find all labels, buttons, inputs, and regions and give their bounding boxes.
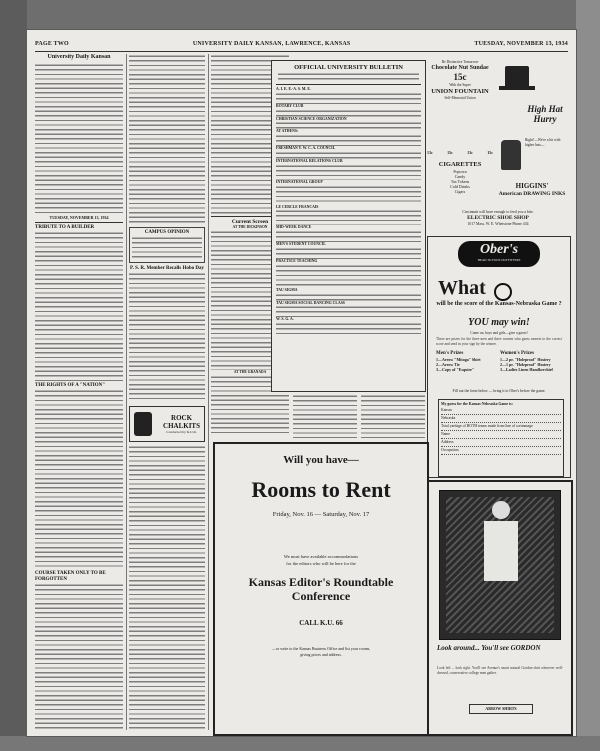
union-ad-price: 15c <box>453 72 467 82</box>
bulletin-item-text <box>276 185 421 205</box>
rock-chalkits-line1: ROCK <box>171 414 193 422</box>
bulletin-item-6: INTERNATIONAL RELATIONS CLUB <box>276 158 343 163</box>
masthead-staff-listing <box>35 63 123 213</box>
gordon-headline: Look around... You'll see GORDON <box>437 644 541 652</box>
bulletin-item-text <box>276 247 421 259</box>
page-header <box>35 41 568 50</box>
bulletin-item-5: FRESHMAN Y. W. C. A. COUNCIL <box>276 146 336 151</box>
rooms-headline: Rooms to Rent <box>251 477 391 502</box>
bulletin-notices <box>272 87 425 334</box>
gordon-shirt-ad <box>427 480 573 736</box>
rock-chalkits-body <box>129 445 205 730</box>
rooms-body-2: for the editors who will be here for the <box>286 561 356 566</box>
cigarette-price-row <box>427 150 493 155</box>
womens-prize-2: 2—1 pr. "Holeproof" Hosiery <box>500 362 551 367</box>
cigarettes-items <box>427 169 493 194</box>
mens-prize-1: 1—Arrow "Mitoga" Shirt <box>436 357 481 362</box>
scan-border-right <box>576 0 600 751</box>
form-field-address[interactable]: Address <box>441 439 561 447</box>
obers-question: will be the score of the Kansas-Nebraska Game ? <box>436 301 562 307</box>
bulletin-item-7: INTERNATIONAL GROUP <box>276 179 323 184</box>
cigarettes-title: CIGARETTES <box>438 161 482 168</box>
editorial-heading-1: TRIBUTE TO A BUILDER <box>35 225 95 230</box>
hat-brim-icon <box>499 86 535 90</box>
item-candy: Candy <box>454 174 466 179</box>
column-two <box>129 54 205 730</box>
figure-shirt-icon <box>484 521 518 581</box>
page-number: PAGE TWO <box>35 41 69 47</box>
bulletin-item-4: AT ATHENS: <box>276 129 299 134</box>
union-ad-line2: Chocolate Nut Sundae <box>431 65 489 71</box>
ink-bottle-icon <box>501 140 521 170</box>
guess-entry-form <box>438 399 564 477</box>
bulletin-item-text <box>276 134 421 146</box>
rooms-dates: Friday, Nov. 16 — Saturday, Nov. 17 <box>272 511 370 518</box>
rock-chalkits-line2: CHALKITS <box>163 422 200 430</box>
obers-prizes-intro: These are prizes for the three men and three women who guess nearest to the correct score and send in your sign by the winner. <box>436 337 562 346</box>
column-rule <box>208 54 209 730</box>
obers-note: Fill out the form below — bring it to Ober's before the game. <box>452 389 546 393</box>
bulletin-subhead <box>278 72 419 82</box>
scan-border-top <box>0 0 600 30</box>
obers-logo <box>458 241 540 267</box>
bulletin-item-text <box>276 121 421 129</box>
newspaper-page <box>27 30 576 736</box>
mens-prizes-title: Men's Prizes <box>436 351 464 356</box>
form-title: My guess for the Kansas-Nebraska Game is: <box>441 402 513 406</box>
higgins-banner: High Hat Hurry <box>527 104 563 124</box>
football-icon <box>494 283 512 301</box>
scan-border-bottom <box>0 736 600 751</box>
bulletin-item-9: MID-WEEK DANCE <box>276 225 312 230</box>
bulletin-item-14: W. S. G. A. <box>276 317 294 322</box>
bulletin-item-text <box>276 293 421 301</box>
form-field-name[interactable]: Name <box>441 431 561 439</box>
union-ad-line1: Be Distinctive Tomorrow <box>441 60 479 64</box>
page-date: TUESDAY, NOVEMBER 13, 1934 <box>474 41 568 47</box>
price-1: 13c <box>427 150 433 155</box>
shoe-shop-name: ELECTRIC SHOE SHOP <box>467 215 529 221</box>
rooms-footer-1: —or write to the Kansas Business Office and list your rooms, <box>271 646 371 651</box>
rooms-call: CALL K.U. 66 <box>299 619 343 627</box>
editorial-column <box>35 54 123 730</box>
rock-chalkits-byline: Conducted by K.U.R. <box>166 430 197 434</box>
column-two-text-top <box>129 54 205 224</box>
obers-you-may-win: YOU may win! <box>468 317 530 328</box>
rooms-event: Kansas Editor's Roundtable Conference <box>248 575 394 603</box>
form-field-nebraska[interactable]: Nebraska <box>441 415 561 423</box>
news-story-left <box>293 394 357 438</box>
bulletin-item-13: TAU SIGMA SOCIAL DANCING CLASS <box>276 300 345 305</box>
mens-prize-3: 3—Copy of "Esquire" <box>436 367 475 372</box>
union-ad-line6: Self-Memorial Union <box>444 96 476 100</box>
bulletin-item-10: MEN'S STUDENT COUNCIL <box>276 242 326 247</box>
bulletin-item-text <box>276 305 421 317</box>
paper-name: UNIVERSITY DAILY KANSAN, LAWRENCE, KANSAS <box>192 41 351 47</box>
campus-opinion-letter <box>129 272 205 402</box>
obers-contest-ad <box>427 236 571 478</box>
item-cold-drinks: Cold Drinks <box>450 184 470 189</box>
masthead-date: TUESDAY, NOVEMBER 13, 1934 <box>49 215 109 220</box>
higgins-brand: HIGGINS' <box>515 182 549 190</box>
union-ad-line4: With the Super <box>449 83 471 87</box>
price-4: 15c <box>487 150 493 155</box>
official-bulletin <box>271 60 426 392</box>
top-hat-icon <box>505 66 529 88</box>
price-3: 13c <box>467 150 473 155</box>
current-screen-granada: AT THE GRANADA <box>233 370 267 374</box>
mens-prize-2: 2—Arrow Tie <box>436 362 460 367</box>
bulletin-item-8: LE CERCLE FRANCAIS <box>276 204 319 209</box>
campus-opinion-title: CAMPUS OPINION <box>144 230 190 235</box>
rooms-body-1: We must have available accommodations <box>283 554 359 559</box>
form-field-occupation[interactable]: Occupation <box>441 447 561 455</box>
shirt-illustration <box>439 490 561 640</box>
bulletin-item-1: A. I. E. E.-A. S. M. E. <box>276 87 311 91</box>
item-cigars: Cigars <box>454 189 466 194</box>
arrow-logo: ARROW SHIRTS <box>469 704 533 714</box>
header-rule <box>35 51 568 52</box>
shoe-shop-footer: Cincinnati will have enough to feed you a bite. <box>462 210 534 214</box>
editorial-heading-3: COURSE TAKEN ONLY TO BE FORGOTTEN <box>35 571 106 582</box>
masthead-title: University Daily Kansan <box>47 54 111 60</box>
form-field-kansas[interactable]: Kansas <box>441 407 561 415</box>
news-story-right <box>361 394 425 438</box>
bulletin-item-11: PRACTICE TEACHING <box>276 258 318 263</box>
rock-chalkits-banner <box>129 406 205 442</box>
campus-opinion-box <box>129 227 205 263</box>
cigarettes-ad <box>427 150 493 202</box>
what-headline: What <box>438 277 486 299</box>
obers-tagline: HEAD TO FOOT OUTFITTERS <box>477 258 521 262</box>
current-screen-dickinson: AT THE DICKINSON <box>232 225 268 229</box>
rooms-lead: Will you have— <box>283 454 359 466</box>
bulletin-item-text <box>276 322 421 334</box>
jayhawk-icon <box>134 412 152 436</box>
higgins-ink-ad <box>495 60 569 210</box>
rooms-to-rent-ad <box>213 442 429 736</box>
form-field-yardage[interactable]: Total yardage of BOTH teams made from line of scrimmage <box>441 423 561 431</box>
figure-head-icon <box>492 501 510 519</box>
item-tax-tokens: Tax Tokens <box>450 179 470 184</box>
shoe-shop-address: 1017 Mass. W. E. Whetstone Phone 434 <box>467 222 529 226</box>
womens-prizes <box>500 351 564 372</box>
bulletin-item-text <box>276 151 421 159</box>
bulletin-item-text <box>276 264 421 288</box>
editorial-body-1 <box>35 231 123 381</box>
womens-prizes-title: Women's Prizes <box>500 351 535 356</box>
bulletin-item-text <box>276 92 421 104</box>
bulletin-item-text <box>276 109 421 117</box>
higgins-body: Right!—We're a hit with higher hats— <box>525 138 561 147</box>
higgins-product: American DRAWING INKS <box>498 191 566 197</box>
womens-prize-3: 3—Ladies Linen Handkerchief <box>500 367 553 372</box>
editorial-body-2 <box>35 389 123 569</box>
electric-shoe-shop-ad <box>427 210 569 234</box>
union-fountain-ad <box>427 60 493 146</box>
bulletin-item-text <box>276 164 421 180</box>
bulletin-item-12: TAU SIGMA <box>276 287 298 292</box>
current-screen-title: Current Screen <box>231 219 269 225</box>
union-ad-line5: UNION FOUNTAIN <box>431 88 489 95</box>
bulletin-item-3: CHRISTIAN SCIENCE ORGANIZATION <box>276 116 347 121</box>
bulletin-title: OFFICIAL UNIVERSITY BULLETIN <box>294 64 403 71</box>
womens-prize-1: 1—2 pr. "Holeproof" Hosiery <box>500 357 551 362</box>
mens-prizes <box>436 351 498 372</box>
bulletin-item-text <box>276 209 421 225</box>
bulletin-rule <box>276 84 421 85</box>
scan-border-left <box>0 0 27 751</box>
obers-intro: Come on, boys and girls—give a guess! <box>470 331 528 335</box>
price-2: 15c <box>447 150 453 155</box>
editorial-heading-2: THE RIGHTS OF A "NATION" <box>35 383 106 388</box>
campus-opinion-subtitle: P. S. R. Member Recalls Hobo Day <box>129 266 205 271</box>
bulletin-item-text <box>276 230 421 242</box>
campus-opinion-intro <box>132 236 202 260</box>
masthead-rule <box>35 222 123 223</box>
obers-logo-text: Ober's <box>479 242 519 257</box>
rooms-footer-2: giving prices and address. <box>300 652 342 657</box>
item-popcorn: Popcorn <box>453 169 467 174</box>
bulletin-item-2: ROTARY CLUB <box>276 103 304 108</box>
editorial-body-3 <box>35 583 123 730</box>
column-rule <box>126 54 127 730</box>
gordon-body: Look left ... look right. You'll see Avenue's smart natural Gordon shirt wherever well-dressed, conservative college men gather. <box>437 666 563 675</box>
